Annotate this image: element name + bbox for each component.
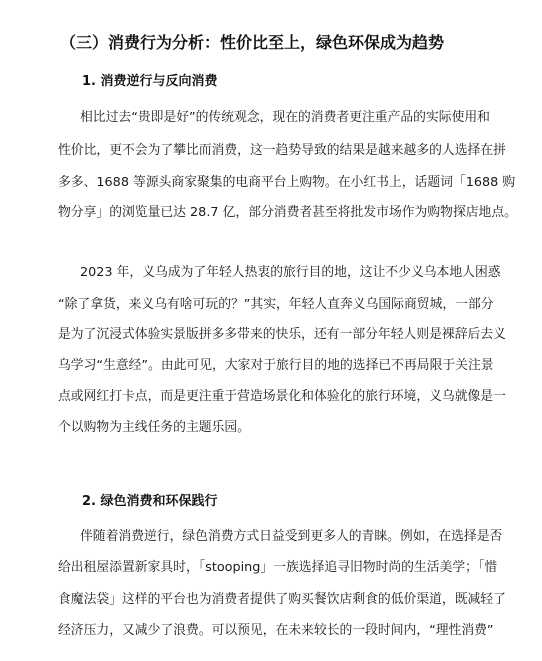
- paragraph-line: 给出租屋添置新家具时，「stooping」一族选择追寻旧物时尚的生活美学；「惜: [58, 560, 498, 575]
- paragraph-line: 食魔法袋」这样的平台也为消费者提供了购买餐饮店剩食的低价渠道，既减轻了: [58, 592, 506, 607]
- subsection-heading: 2. 绿色消费和环保践行: [82, 494, 218, 509]
- paragraph-line: 2023 年，义乌成为了年轻人热衷的旅行目的地，这让不少义乌本地人困惑: [80, 265, 501, 280]
- section-title: （三）消费行为分析：性价比至上，绿色环保成为趋势: [60, 33, 445, 52]
- paragraph-line: 经济压力，又减少了浪费。可以预见，在未来较长的一段时间内，“理性消费”: [58, 623, 494, 638]
- paragraph-line: 相比过去“贵即是好”的传统观念，现在的消费者更注重产品的实际使用和: [80, 110, 490, 125]
- paragraph-line: 点或网红打卡点，而是更注重于营造场景化和体验化的旅行环境，义乌就像是一: [58, 389, 506, 404]
- paragraph-line: 个以购物为主线任务的主题乐园。: [58, 420, 250, 435]
- paragraph-line: 物分享」的浏览量已达 28.7 亿，部分消费者甚至将批发市场作为购物探店地点。: [58, 205, 517, 220]
- paragraph-line: “除了拿货，来义乌有啥可玩的？”其实，年轻人直奔义乌国际商贸城，一部分: [58, 297, 494, 312]
- paragraph-line: 伴随着消费逆行，绿色消费方式日益受到更多人的青睐。例如，在选择是否: [80, 529, 503, 544]
- paragraph-line: 乌学习“生意经”。由此可见，大家对于旅行目的地的选择已不再局限于关注景: [58, 358, 494, 373]
- paragraph-line: 多多、1688 等源头商家聚集的电商平台上购物。在小红书上，话题词「1688 购: [58, 175, 516, 190]
- paragraph-line: 性价比，更不会为了攀比而消费，这一趋势导致的结果是越来越多的人选择在拼: [58, 143, 506, 158]
- paragraph-line: 是为了沉浸式体验实景版拼多多带来的快乐，还有一部分年轻人则是裸辞后去义: [58, 327, 506, 342]
- subsection-heading: 1. 消费逆行与反向消费: [82, 74, 218, 89]
